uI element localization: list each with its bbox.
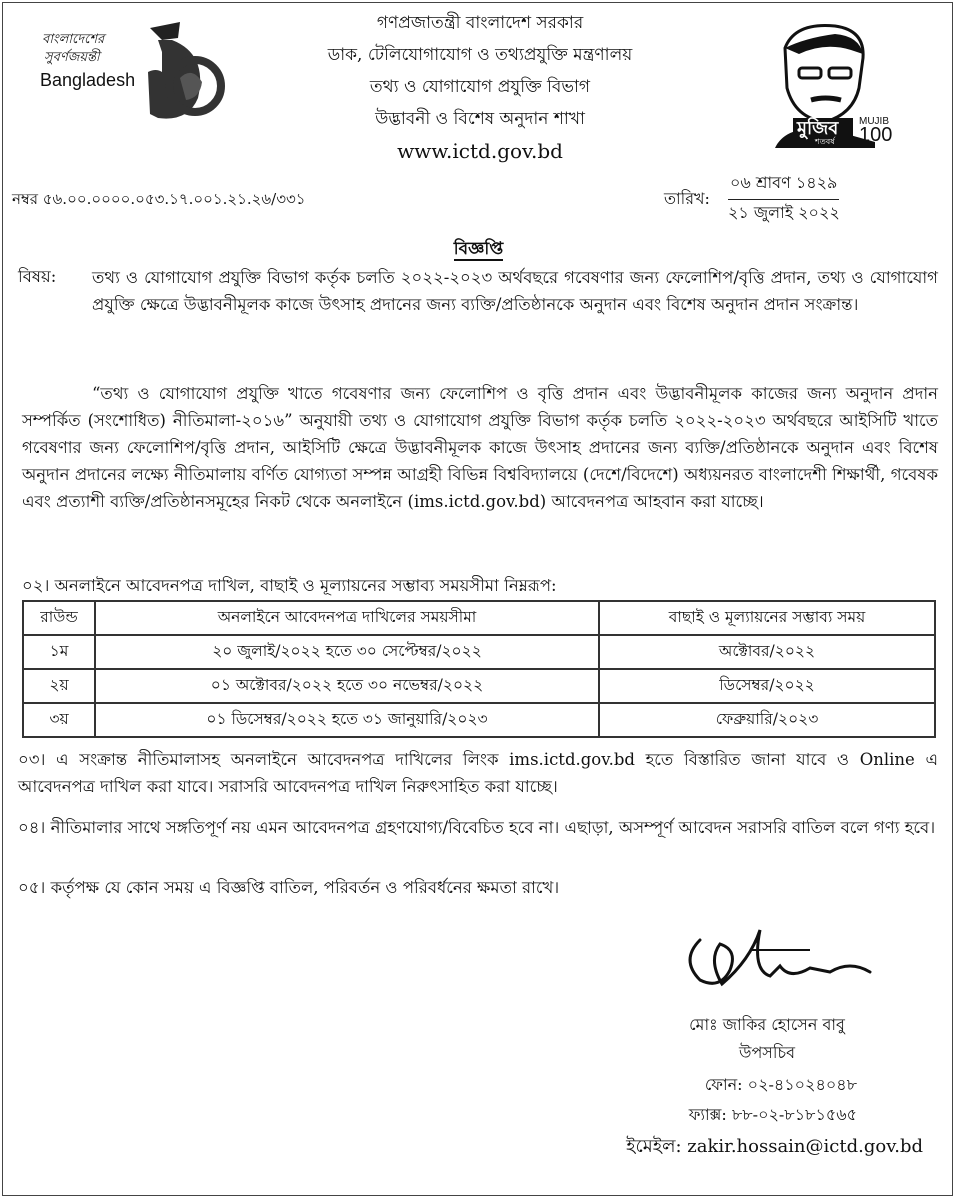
point-04: ০৪। নীতিমালার সাথে সঙ্গতিপূর্ণ নয় এমন আবেদনপত্র গ্রহণযোগ্য/বিবেচিত হবে না। এছাড়া, অসম্পূর্ণ আবেদন সরাসরি বাতিল বলে গণ্য হবে। — [18, 818, 936, 837]
memo-date-bangla: ০৬ শ্রাবণ ১৪২৯ — [728, 170, 839, 200]
table-cell: ১ম — [23, 635, 95, 669]
table-header-cell: রাউন্ড — [23, 601, 95, 635]
signatory-designation: উপসচিব — [738, 1043, 795, 1062]
table-cell: ফেব্রুয়ারি/২০২৩ — [599, 703, 935, 737]
mujib-text-2: শতবর্ষ — [815, 137, 835, 146]
point-03: ০৩। এ সংক্রান্ত নীতিমালাসহ অনলাইনে আবেদনপত্র দাখিলের লিংক ims.ictd.gov.bd হতে বিস্তারিত জানা যাবে ও Online এ আবেদনপত্র দাখিল করা যাবে। সরাসরি আবেদনপত্র দাখিল নিরুৎসাহিত করা যাচ্ছে। — [18, 750, 938, 796]
point-02: ০২। অনলাইনে আবেদনপত্র দাখিল, বাছাই ও মূল্যায়নের সম্ভাব্য সময়সীমা নিম্নরূপ: — [22, 576, 557, 595]
header-ministry: ডাক, টেলিযোগাযোগ ও তথ্যপ্রযুক্তি মন্ত্রণালয় — [327, 45, 633, 65]
table-cell: ২০ জুলাই/২০২২ হতে ৩০ সেপ্টেম্বর/২০২২ — [95, 635, 599, 669]
signatory-phone: ফোন: ০২-৪১০২৪০৪৮ — [704, 1075, 857, 1094]
signatory-email: ইমেইল: zakir.hossain@ictd.gov.bd — [626, 1136, 923, 1157]
table-cell: ২য় — [23, 669, 95, 703]
logo50-text-3: Bangladesh — [40, 70, 136, 90]
rounds-table — [22, 600, 936, 738]
table-row — [23, 635, 935, 669]
point-05: ০৫। কর্তৃপক্ষ যে কোন সময় এ বিজ্ঞপ্তি বাতিল, পরিবর্তন ও পরিবর্ধনের ক্ষমতা রাখে। — [18, 878, 560, 897]
header-govt: গণপ্রজাতন্ত্রী বাংলাদেশ সরকার — [376, 13, 584, 33]
table-cell: ডিসেম্বর/২০২২ — [599, 669, 935, 703]
subject-text: তথ্য ও যোগাযোগ প্রযুক্তি বিভাগ কর্তৃক চলতি ২০২২-২০২৩ অর্থবছরে গবেষণার জন্য ফেলোশিপ/বৃত্তি প্রদান, তথ্য ও যোগাযোগ প্রযুক্তি ক্ষেত্রে উদ্ভাবনীমূলক কাজে উৎসাহ প্রদানের জন্য ব্যক্তি/প্রতিষ্ঠানকে অনুদান এবং বিশেষ অনুদান প্রদান সংক্রান্ত। — [92, 268, 938, 314]
table-cell: ০১ ডিসেম্বর/২০২২ হতে ৩১ জানুয়ারি/২০২৩ — [95, 703, 599, 737]
table-row — [23, 669, 935, 703]
notice-title: বিজ্ঞপ্তি — [453, 239, 504, 259]
signature-mark — [660, 920, 890, 1000]
table-header-row — [23, 601, 935, 635]
table-row — [23, 703, 935, 737]
header-website: www.ictd.gov.bd — [397, 139, 563, 163]
table-cell: ০১ অক্টোবর/২০২২ হতে ৩০ নভেম্বর/২০২২ — [95, 669, 599, 703]
signatory-fax: ফ্যাক্স: ৮৮-০২-৮১৮১৫৬৫ — [688, 1105, 857, 1124]
bangladesh-50-logo — [30, 18, 230, 128]
table-header-cell: অনলাইনে আবেদনপত্র দাখিলের সময়সীমা — [95, 601, 599, 635]
mujib-number: 100 — [859, 124, 893, 146]
header-division: তথ্য ও যোগাযোগ প্রযুক্তি বিভাগ — [369, 77, 591, 97]
table-header-cell: বাছাই ও মূল্যায়নের সম্ভাব্য সময় — [599, 601, 935, 635]
table-cell: অক্টোবর/২০২২ — [599, 635, 935, 669]
memo-number: নম্বর ৫৬.০০.০০০০.০৫৩.১৭.০০১.২১.২৬/৩৩১ — [12, 190, 306, 208]
signatory-name: মোঃ জাকির হোসেন বাবু — [689, 1015, 845, 1034]
subject-label: বিষয়: — [18, 267, 57, 286]
logo50-text-1: বাংলাদেশের — [42, 32, 105, 47]
table-cell: ৩য় — [23, 703, 95, 737]
mujib-text-3: MUJIB — [859, 116, 889, 127]
body-paragraph: “তথ্য ও যোগাযোগ প্রযুক্তি খাতে গবেষণার জন্য ফেলোশিপ ও বৃত্তি প্রদান এবং উদ্ভাবনীমূলক কাজের জন্য অনুদান প্রদান সম্পর্কিত (সংশোধিত) নীতিমালা-২০১৬” অনুযায়ী তথ্য ও যোগাযোগ প্রযুক্তি বিভাগ কর্তৃক চলতি ২০২২-২০২৩ অর্থবছরে আইসিটি খাতে গবেষণার জন্য ফেলোশিপ/বৃত্তি প্রদান, আইসিটি ক্ষেত্রে উদ্ভাবনীমূলক কাজে উৎসাহ প্রদানের জন্য ব্যক্তি/প্রতিষ্ঠানকে অনুদান এবং বিশেষ অনুদান প্রদানের লক্ষ্যে নীতিমালায় বর্ণিত যোগ্যতা সম্পন্ন আগ্রহী বিভিন্ন বিশ্ববিদ্যালয়ে (দেশে/বিদেশে) অধ্যয়নরত বাংলাদেশী শিক্ষার্থী, গবেষক এবং প্রত্যাশী ব্যক্তি/প্রতিষ্ঠানসমূহের নিকট থেকে অনলাইনে (ims.ictd.gov.bd) আবেদনপত্র আহবান করা যাচ্ছে। — [22, 384, 938, 511]
mujib-text-1: মুজিব — [797, 118, 839, 139]
memo-date-english: ২১ জুলাই ২০২২ — [728, 203, 840, 222]
memo-date-label: তারিখ: — [664, 189, 710, 208]
logo50-text-2: সুবর্ণজয়ন্তী — [44, 50, 100, 65]
header-branch: উদ্ভাবনী ও বিশেষ অনুদান শাখা — [375, 109, 585, 129]
mujib-100-logo — [755, 18, 935, 148]
